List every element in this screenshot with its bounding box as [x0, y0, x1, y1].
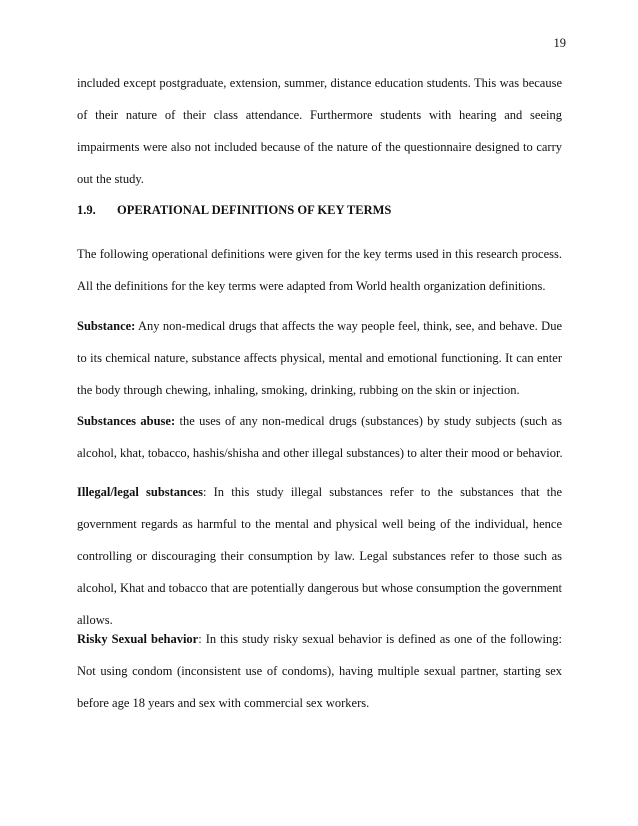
paragraph-line: of their nature of their class attendance. Furthermore students with hearing and seeing — [77, 108, 562, 122]
paragraph-line: out the study. — [77, 172, 144, 186]
definition-text: : In this study risky sexual behavior is defined as one of the following: — [198, 632, 562, 646]
definition-term: Substance: — [77, 319, 136, 333]
paragraph-line: included except postgraduate, extension, summer, distance education students. This was because — [77, 76, 562, 90]
illegal-legal-substances-definition — [77, 476, 562, 636]
definition-first-line — [77, 405, 562, 437]
definition-first-line — [77, 310, 562, 342]
paragraph-line: to its chemical nature, substance affects physical, mental and emotional functioning. It can enter — [77, 351, 562, 365]
definition-first-line — [77, 623, 562, 655]
paragraph-line: allows. — [77, 613, 113, 627]
paragraph-line: government regards as harmful to the mental and physical well being of the individual, hence — [77, 517, 562, 531]
intro-paragraph — [77, 67, 562, 195]
definition-term: Substances abuse: — [77, 414, 176, 428]
substance-definition — [77, 310, 562, 406]
risky-sexual-behavior-definition — [77, 623, 562, 719]
paragraph-line: The following operational definitions were given for the key terms used in this research process. — [77, 247, 562, 261]
definition-text: : In this study illegal substances refer to the substances that the — [202, 485, 562, 499]
definitions-intro-paragraph — [77, 238, 562, 302]
definition-text: Any non-medical drugs that affects the way people feel, think, see, and behave. Due — [135, 319, 562, 333]
paragraph-line: controlling or discouraging their consumption by law. Legal substances refer to those such as — [77, 549, 562, 563]
paragraph-line: the body through chewing, inhaling, smoking, drinking, rubbing on the skin or injection. — [77, 383, 520, 397]
definition-text: the uses of any non-medical drugs (substances) by study subjects (such as — [175, 414, 562, 428]
definition-first-line — [77, 476, 562, 508]
substances-abuse-definition — [77, 405, 562, 469]
paragraph-line: alcohol, Khat and tobacco that are potentially dangerous but whose consumption the government — [77, 581, 562, 595]
definition-term: Illegal/legal substances — [77, 485, 203, 499]
paragraph-line: All the definitions for the key terms were adapted from World health organization definitions. — [77, 279, 546, 293]
definition-term: Risky Sexual behavior — [77, 632, 199, 646]
section-heading — [77, 201, 391, 219]
section-number: 1.9. — [77, 203, 96, 217]
page-number: 19 — [553, 36, 566, 50]
paragraph-line: Not using condom (inconsistent use of condoms), having multiple sexual partner, starting sex — [77, 664, 562, 678]
paragraph-line: impairments were also not included because of the nature of the questionnaire designed to carry — [77, 140, 562, 154]
section-title: OPERATIONAL DEFINITIONS OF KEY TERMS — [117, 203, 392, 217]
paragraph-line: alcohol, khat, tobacco, hashis/shisha and other illegal substances) to alter their mood or behavior. — [77, 446, 563, 460]
paragraph-line: before age 18 years and sex with commercial sex workers. — [77, 696, 370, 710]
